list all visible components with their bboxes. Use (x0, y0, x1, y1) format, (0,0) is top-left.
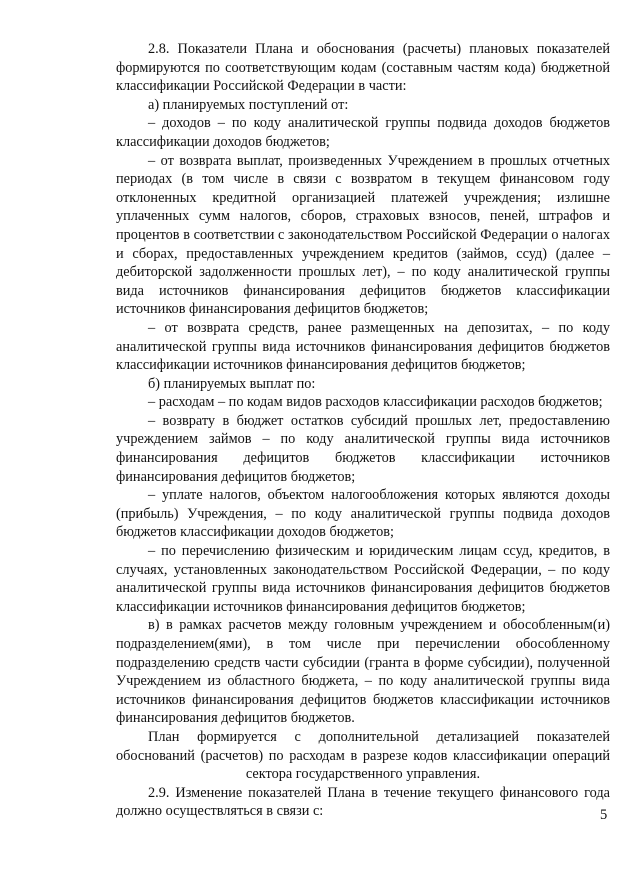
paragraph-2-8: 2.8. Показатели Плана и обоснования (расчеты) плановых показателей формируются по соответствующим кодам (составным частям кода) бюджетной классификации Российской Федерации в части: (116, 41, 610, 95)
paragraph-subsidy-return: – возврату в бюджет остатков субсидий прошлых лет, предоставлению учреждением займов – по коду аналитической группы вида источников финансирования дефицитов бюджетов классификации источников финансирования дефицитов бюджетов; (116, 412, 610, 485)
paragraph-expenses: – расходам – по кодам видов расходов классификации расходов бюджетов; (148, 394, 603, 411)
paragraph-loans-transfer: – по перечислению физическим и юридическим лицам ссуд, кредитов, в случаях, установленных законодательством Российской Федерации, – по коду аналитической группы вида источников финансирования дефицитов бюджетов классификации источников финансирования дефицитов бюджетов; (116, 543, 610, 615)
paragraph-income: – доходов – по коду аналитической группы подвида доходов бюджетов классификации доходов бюджетов; (116, 115, 610, 150)
paragraph-plan-detail: План формируется с дополнительной детализацией показателей обоснований (расчетов) по расходам в разрезе кодов классификации операций сектора государственного управления. (116, 728, 610, 783)
paragraph-planned-receipts: а) планируемых поступлений от: (148, 96, 349, 113)
paragraph-tax-payment: – уплате налогов, объектом налогообложения которых являются доходы (прибыль) Учреждения, – по коду аналитической группы подвида доходов бюджетов классификации доходов бюджетов; (116, 487, 610, 541)
paragraph-planned-payments: б) планируемых выплат по: (148, 375, 316, 392)
paragraph-2-9: 2.9. Изменение показателей Плана в течение текущего финансового года должно осуществляться в связи с: (116, 784, 610, 820)
paragraph-refund-payments: – от возврата выплат, произведенных Учреждением в прошлых отчетных периодах (в том числе в связи с возвратом в текущем финансовом году отклоненных кредитной организацией платежей учреждения; излишне уплаченных сумм налогов, сборов, страховых взносов, пеней, штрафов и процентов в соответствии с законодательством Российской Федерации о налогах и сборах, предоставленных учреждением кредитов (займов, ссуд) (далее – дебиторской задолженности прошлых лет), – по коду аналитической группы вида источников финансирования дефицитов бюджетов классификации источников финансирования дефицитов бюджетов; (116, 152, 610, 318)
document-body (116, 40, 610, 821)
paragraph-settlements: в) в рамках расчетов между головным учреждением и обособленным(и) подразделением(ями), в том числе при перечислении обособленному подразделению средств части субсидии (гранта в форме субсидии), полученной Учреждением из областного бюджета, – по коду аналитической группы вида источников финансирования дефицитов бюджетов классификации источников финансирования дефицитов бюджетов. (116, 617, 610, 727)
paragraph-deposit-return: – от возврата средств, ранее размещенных на депозитах, – по коду аналитической группы вида источников финансирования дефицитов бюджетов классификации источников финансирования дефицитов бюджетов; (116, 319, 610, 374)
page-number: 5 (600, 807, 608, 823)
